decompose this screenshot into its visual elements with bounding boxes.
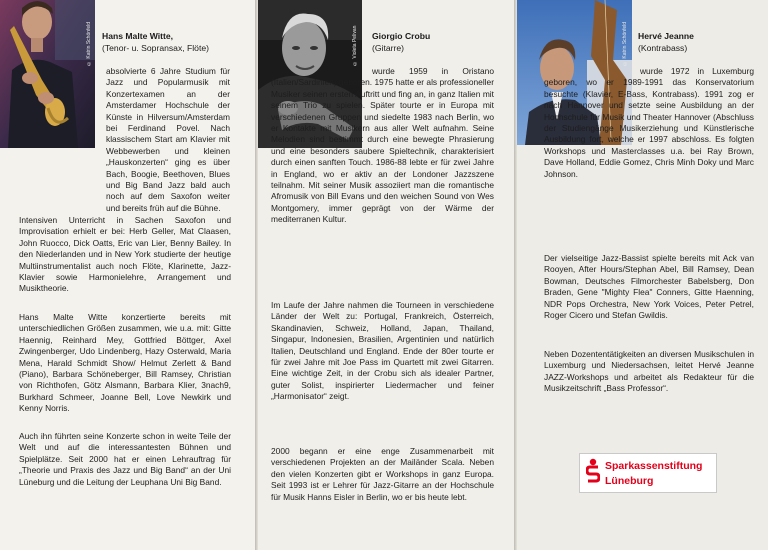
bio-paragraph: absolvierte 6 Jahre Studium für Jazz und Popularmusik mit Konzertexamen an der Amsterdamer Hochschule der Künste in Hilversum/Amsterdam bei Ferdinand Povel. Nach klassischem Start am Klavier mit Webbewerben und kleinen „Hauskonzerten“ ging es über Bach, Boogie, Beethoven, Blues und Big Band Jazz bald auch noch auf dem Saxofon weiter und bereits früh auf die Bühne. xyxy=(106,66,230,213)
photo-credit: © Katrin Schönfeld xyxy=(622,21,628,66)
bio-paragraph: 2000 begann er eine enge Zusammenarbeit mit verschiedenen Projekten an der Mailänder Scala. Neben den vielen Konzerten gibt er Workshops in ganz Europa. Seit 1993 ist er Lehrer für Jazz-Gitarre an der Hochschule für Musik Hanns Eisler in Berlin, wo er bis heute lebt. xyxy=(271,446,494,502)
musician-role: (Gitarre) xyxy=(372,43,404,53)
bio-paragraph: wurde 1972 in Luxemburg geboren, wo er 1989-1991 das Konservatorium besuchte (Klavier, E-Bass, Kontrabass). 1991 zog er nach Hannover und setzte seine Ausbildung an der Hochschule für Musik und Theater Hannover (Abschluss der Studiengänge Musikerziehung und Künstlerische Ausbildung fort, welche er 1997 abschloss. Es folgten Workshops und Masterclasses u.a. bei Ray Brown, Dave Holland, Eddie Gomez, Chris Minh Doky und Marc Johnson. xyxy=(544,66,754,179)
bio-paragraph: Hans Malte Witte konzertierte bereits mit unterschiedlichen Größen zusammen, wie u.a. mit: Gitte Haennig, Reinhard Mey, Gottfried Böttger, Axel Zwingenberger, Udo Lindenberg, Hazy Osterwald, Maria Mena, Harald Schmidt Show/ Helmut Zerlett & Band (Piano), Barbara Schöneberger, Bill Ramsey, Christian von Richthofen, Götz Alsmann, Barbara Klier, 3nach9, Burkhard Schmeer, Joanne Bell, Love Newkirk und Kenny Norris. xyxy=(19,312,231,414)
portrait-photo-saxophonist xyxy=(0,0,95,148)
sponsor-name-line2: Lüneburg xyxy=(605,475,654,487)
musician-role: (Tenor- u. Sopransax, Flöte) xyxy=(102,43,209,53)
bio-paragraph: Der vielseitige Jazz-Bassist spielte bereits mit Ack van Rooyen, After Hours/Stephan Abel, Bill Ramsey, Dean Bowman, Deutsches Filmorchester Babelsberg, Don Braden, Gene "Mighty Flea" Conners, Gitte Haenning, NDR Pops Orchestra, New York Voices, Peter Petrel, Roger Cicero und Stefan Gwildis. xyxy=(544,253,754,321)
bio-paragraph: Neben Dozententätigkeiten an diversen Musikschulen in Luxemburg und Niedersachsen, leitet Hervé Jeanne JAZZ-Workshops und arbeitet als Redakteur für die Musikzeitschrift „Bass Professor“. xyxy=(544,349,754,394)
bio-paragraph: Intensiven Unterricht in Sachen Saxofon und Improvisation erhielt er bei: Herb Geller, Mat Claasen, John Ruocco, Dick Oatts, Eric van Lier, Benny Bailey. In den Niederlanden und in New York studierte der heutige Multiinstrumentalist auch noch Flöte, Klarinette, Jazz-Klavier sowie Harmonielehre, Arrangement und Musiktheorie. xyxy=(19,215,231,294)
sponsor-logo xyxy=(579,453,717,493)
fold-crease xyxy=(255,0,258,550)
musician-name: Hans Malte Witte, xyxy=(102,31,174,41)
sponsor-name-line1: Sparkassenstiftung xyxy=(605,460,703,472)
musician-name: Hervé Jeanne xyxy=(638,31,694,41)
musician-role: (Kontrabass) xyxy=(638,43,688,53)
fold-crease xyxy=(514,0,517,550)
sparkasse-s-logo-icon xyxy=(586,458,600,488)
bio-paragraph: Auch ihn führten seine Konzerte schon in weite Teile der Welt und auf die interessantesten Bühnen und Spielplätze. Seit 2000 hat er einen Lehrauftrag für „Theorie und Praxis des Jazz und Big Band“ an der Uni Lüneburg und die Leitung der Leuphana Uni Big Band. xyxy=(19,431,231,487)
bio-paragraph: Im Laufe der Jahre nahmen die Tourneen in verschiedene Länder der Welt zu: Portugal, Frankreich, Österreich, Skandinavien, Schweiz, Holland, Japan, Thailand, Singapur, Indonesien, Brasilien, Argentinien und natürlich Italien, Deutschland und England. Ende der 80er tourte er für zwei Jahre mit Joe Pass im Quartett mit zwei Gitarren. Eine wichtige Zeit, in der Crobu sich als idealer Partner, guter Solist, inspirierter Liedermacher und feiner „Harmonisator“ zeigt. xyxy=(271,300,494,402)
photo-credit: © Violeta Pelivan xyxy=(352,25,358,66)
bio-paragraph: wurde 1959 in Oristano (Italien/Sardinien) geboren. 1975 hatte er als professioneller Musiker seinen ersten Auftritt und fing an, in ganz Italien mit seinem Trio zu spielen. Später tourte er in Europa mit verschiedenen Gruppen und siedelte 1983 nach Berlin, wo er Kontakte mit Musikern aus aller Welt aufnahm. Seine Melodien sind bestimmt durch eine bewegte Phrasierung und eine besonders saubere Spieltechnik, charakterisiert durch einen sanften Touch. 1986-88 lebte er für zwei Jahre in England, wo er aktiv an der Londoner Jazzszene teilnahm. Mit seiner Musik assoziiert man die romantische Afromusik von Bill Evans und den weichen Sound von Wes Montgomery, immer geprägt von der Wärme der mediterranen Kultur. xyxy=(271,66,494,225)
musician-name: Giorgio Crobu xyxy=(372,31,431,41)
panel-giorgio-crobu xyxy=(258,0,514,550)
photo-credit: © Katrin Schönfeld xyxy=(86,21,92,66)
